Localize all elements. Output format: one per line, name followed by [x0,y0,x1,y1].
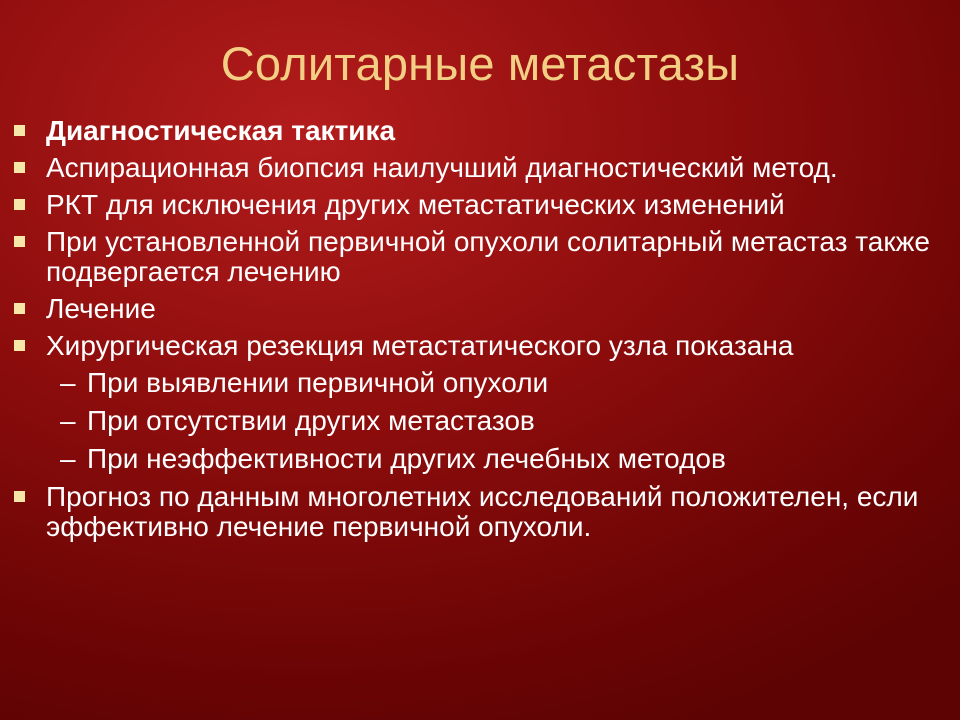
sub-bullet-item [10,406,940,436]
square-bullet-icon [14,162,25,173]
bullet-text: При установленной первичной опухоли солитарный метастаз также подвергается лечению [46,226,930,287]
square-bullet-icon [14,125,25,136]
bullet-item [10,227,940,287]
bullet-item [10,331,940,361]
bullet-text: Диагностическая тактика [46,115,396,146]
dash-bullet-icon: – [60,405,76,436]
bullet-item [10,153,940,183]
bullet-text: РКТ для исключения других метастатических изменений [46,189,785,220]
bullet-item [10,116,940,146]
sub-bullet-text: При выявлении первичной опухоли [87,367,549,398]
bullet-item [10,294,940,324]
bullet-text: Аспирационная биопсия наилучший диагностический метод. [46,152,838,183]
bullet-list [10,116,940,549]
sub-bullet-text: При отсутствии других метастазов [87,405,535,436]
bullet-text: Прогноз по данным многолетних исследований положителен, если эффективно лечение первичной опухоли. [46,481,919,542]
dash-bullet-icon: – [60,443,76,474]
square-bullet-icon [14,340,25,351]
bullet-text: Лечение [46,293,156,324]
slide-title: Солитарные метастазы [220,37,740,90]
bullet-text: Хирургическая резекция метастатического узла показана [46,330,794,361]
sub-bullet-text: При неэффективности других лечебных методов [87,443,726,474]
square-bullet-icon [14,199,25,210]
square-bullet-icon [14,303,25,314]
dash-bullet-icon: – [60,367,76,398]
bullet-item [10,482,940,542]
bullet-item [10,190,940,220]
sub-bullet-item [10,368,940,398]
sub-bullet-item [10,444,940,474]
square-bullet-icon [14,491,25,502]
square-bullet-icon [14,236,25,247]
